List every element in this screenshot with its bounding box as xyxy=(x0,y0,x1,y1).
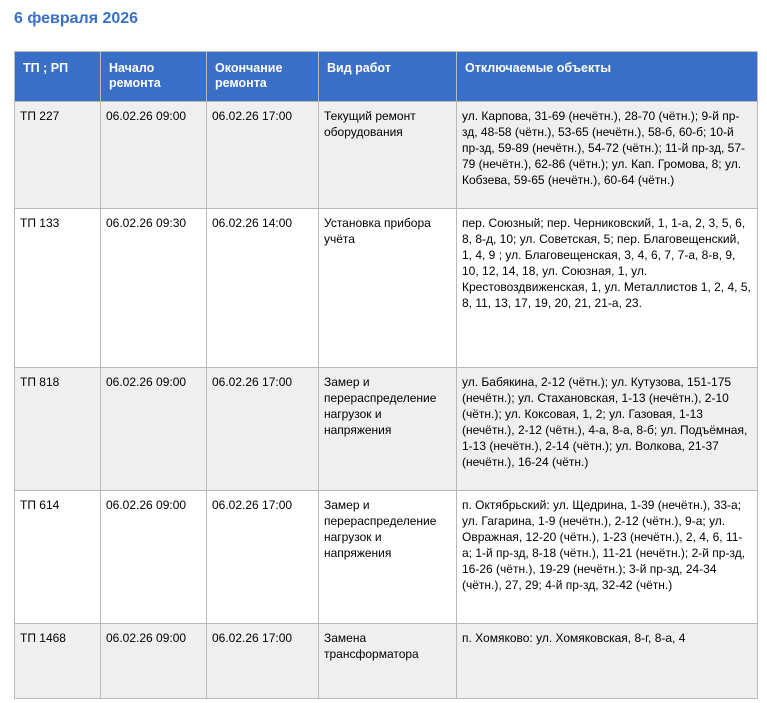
table-header xyxy=(15,52,758,102)
cell-start: 06.02.26 09:00 xyxy=(101,491,207,624)
cell-work: Установка прибора учёта xyxy=(319,209,457,368)
cell-start: 06.02.26 09:00 xyxy=(101,368,207,491)
cell-end: 06.02.26 17:00 xyxy=(207,624,319,699)
cell-work: Замер и перераспределение нагрузок и напряжения xyxy=(319,368,457,491)
cell-tp: ТП 133 xyxy=(15,209,101,368)
cell-start: 06.02.26 09:00 xyxy=(101,102,207,209)
cell-objects: п. Октябрьский: ул. Щедрина, 1-39 (нечётн.), 33-а; ул. Гагарина, 1-9 (нечётн.), 2-12 (чётн.), 9-а; ул. Овражная, 12-20 (чётн.), 1-23 (нечётн.), 2, 4, 6, 11-а; 1-й пр-зд, 8-18 (чётн.), 11-21 (нечётн.); 2-й пр-зд, 16-26 (чётн.), 19-29 (нечётн.); 3-й пр-зд, 24-34 (чётн.), 27, 29; 4-й пр-зд, 32-42 (чётн.) xyxy=(457,491,758,624)
table-row xyxy=(15,102,758,209)
cell-work: Замер и перераспределение нагрузок и напряжения xyxy=(319,491,457,624)
cell-objects: ул. Бабякина, 2-12 (чётн.); ул. Кутузова, 151-175 (нечётн.); ул. Стахановская, 1-13 (нечётн.), 2-10 (чётн.); ул. Коксовая, 1, 2; ул. Газовая, 1-13 (нечётн.), 2-12 (чётн.), 4-а, 8-а, 8-б; ул. Подъёмная, 1-13 (нечётн.), 2-14 (чётн.); ул. Волкова, 21-37 (нечётн.), 16-24 (чётн.) xyxy=(457,368,758,491)
cell-end: 06.02.26 17:00 xyxy=(207,102,319,209)
outage-schedule-table xyxy=(14,51,758,699)
header-start: Начало ремонта xyxy=(101,52,207,102)
cell-start: 06.02.26 09:00 xyxy=(101,624,207,699)
cell-tp: ТП 1468 xyxy=(15,624,101,699)
cell-tp: ТП 227 xyxy=(15,102,101,209)
cell-work: Замена трансформатора xyxy=(319,624,457,699)
cell-end: 06.02.26 14:00 xyxy=(207,209,319,368)
table-row xyxy=(15,209,758,368)
table-row xyxy=(15,491,758,624)
cell-tp: ТП 614 xyxy=(15,491,101,624)
header-row xyxy=(15,52,758,102)
header-work: Вид работ xyxy=(319,52,457,102)
cell-objects: ул. Карпова, 31-69 (нечётн.), 28-70 (чётн.); 9-й пр-зд, 48-58 (чётн.), 53-65 (нечётн.), 58-б, 60-б; 10-й пр-зд, 59-89 (нечётн.), 54-72 (чётн.); 11-й пр-зд, 57-79 (нечётн.), 62-86 (чётн.); ул. Кап. Громова, 8; ул. Кобзева, 59-65 (нечётн.), 60-64 (чётн.) xyxy=(457,102,758,209)
cell-tp: ТП 818 xyxy=(15,368,101,491)
cell-end: 06.02.26 17:00 xyxy=(207,491,319,624)
header-tp: ТП ; РП xyxy=(15,52,101,102)
table-row xyxy=(15,624,758,699)
cell-work: Текущий ремонт оборудования xyxy=(319,102,457,209)
page-title: 6 февраля 2026 xyxy=(14,10,139,27)
cell-end: 06.02.26 17:00 xyxy=(207,368,319,491)
table-body xyxy=(15,102,758,699)
cell-objects: п. Хомяково: ул. Хомяковская, 8-г, 8-а, 4 xyxy=(457,624,758,699)
header-end: Окончание ремонта xyxy=(207,52,319,102)
cell-start: 06.02.26 09:30 xyxy=(101,209,207,368)
cell-objects: пер. Союзный; пер. Черниковский, 1, 1-а, 2, 3, 5, 6, 8, 8-д, 10; ул. Советская, 5; пер. Благовещенский, 1, 4, 9 ; ул. Благовещенская, 3, 4, 6, 7, 7-а, 8-в, 9, 10, 12, 14, 18, ул. Союзная, 1, ул. Крестовоздвиженская, 1, ул. Металлистов 1, 2, 4, 5, 8, 11, 13, 17, 19, 20, 21, 21-а, 23. xyxy=(457,209,758,368)
header-objects: Отключаемые объекты xyxy=(457,52,758,102)
table-row xyxy=(15,368,758,491)
